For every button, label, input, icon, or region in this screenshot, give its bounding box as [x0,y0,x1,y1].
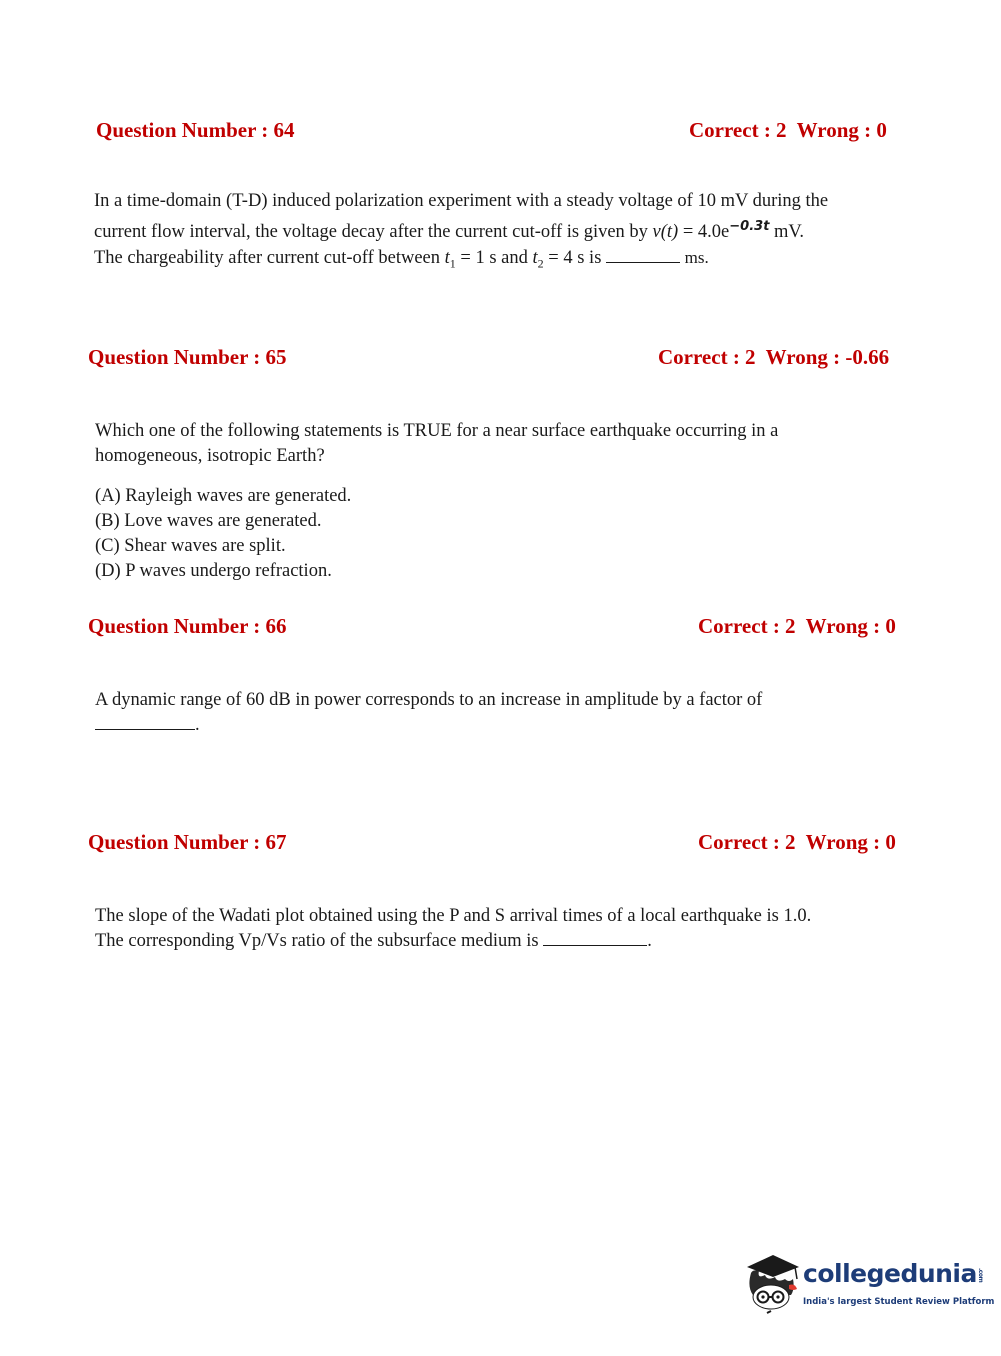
t2-value: = 4 s is [543,248,602,269]
question-64-line-3 [94,245,924,277]
t1-symbol: t [444,248,450,269]
answer-blank-66[interactable] [95,713,195,730]
question-65-line-1: Which one of the following statements is TRUE for a near surface earthquake occurring in a [95,421,779,441]
logo-suffix: .com [976,1267,984,1283]
question-65-line-2: homogeneous, isotropic Earth? [95,446,325,466]
question-67-line-2-pre: The corresponding Vp/Vs ratio of the subsurface medium is [95,931,539,951]
question-67-marks: Correct : 2 Wrong : 0 [698,830,896,854]
answer-blank-64[interactable] [606,246,680,263]
option-c[interactable]: (C) Shear waves are split. [95,536,286,556]
question-67-line-1: The slope of the Wadati plot obtained using the P and S arrival times of a local earthquake is 1.0. [95,906,812,926]
question-65-header: Question Number : 65 [88,345,287,369]
question-66-line-1: A dynamic range of 60 dB in power corresponds to an increase in amplitude by a factor of [95,690,763,710]
question-64-header: Question Number : 64 [96,118,295,142]
question-65-marks: Correct : 2 Wrong : -0.66 [658,345,890,369]
question-64-line-1: In a time-domain (T-D) induced polarization experiment with a steady voltage of 10 mV during the [94,191,829,211]
question-67-line-2 [95,929,945,954]
question-66-header: Question Number : 66 [88,614,287,638]
question-64-line-2 [94,214,924,245]
mascot-icon [743,1253,803,1315]
answer-unit-64: ms. [684,248,709,268]
t2-subscript: 2 [537,256,544,271]
question-67-text [95,904,945,954]
question-65-text [95,419,925,469]
option-a[interactable]: (A) Rayleigh waves are generated. [95,486,352,506]
voltage-equation: = 4.0e [678,222,730,243]
logo-wordmark [803,1259,984,1288]
question-65-options [95,484,351,584]
question-64-line-2-pre: current flow interval, the voltage decay after the current cut-off is given by [94,222,653,243]
question-66-marks: Correct : 2 Wrong : 0 [698,614,896,638]
voltage-function: v(t) [652,222,679,243]
option-b[interactable]: (B) Love waves are generated. [95,511,322,531]
t1-subscript: 1 [449,256,456,271]
voltage-exponent: −0.3t [729,219,770,234]
question-67-end: . [647,931,652,951]
question-66-end: . [195,715,200,735]
question-66-line-2 [95,713,925,738]
question-64-line-3-pre: The chargeability after current cut-off between [94,248,445,269]
question-64-text [94,189,924,277]
t1-value: = 1 s and [455,248,533,269]
collegedunia-logo[interactable] [743,1253,995,1313]
answer-blank-67[interactable] [543,929,647,946]
t2-symbol: t [532,248,538,269]
logo-name: collegedunia [803,1259,977,1288]
logo-tagline: India's largest Student Review Platform [803,1297,995,1307]
question-67-header: Question Number : 67 [88,830,287,854]
voltage-unit: mV. [769,222,805,243]
option-d[interactable]: (D) P waves undergo refraction. [95,561,332,581]
question-66-text [95,688,925,738]
question-64-marks: Correct : 2 Wrong : 0 [689,118,887,142]
